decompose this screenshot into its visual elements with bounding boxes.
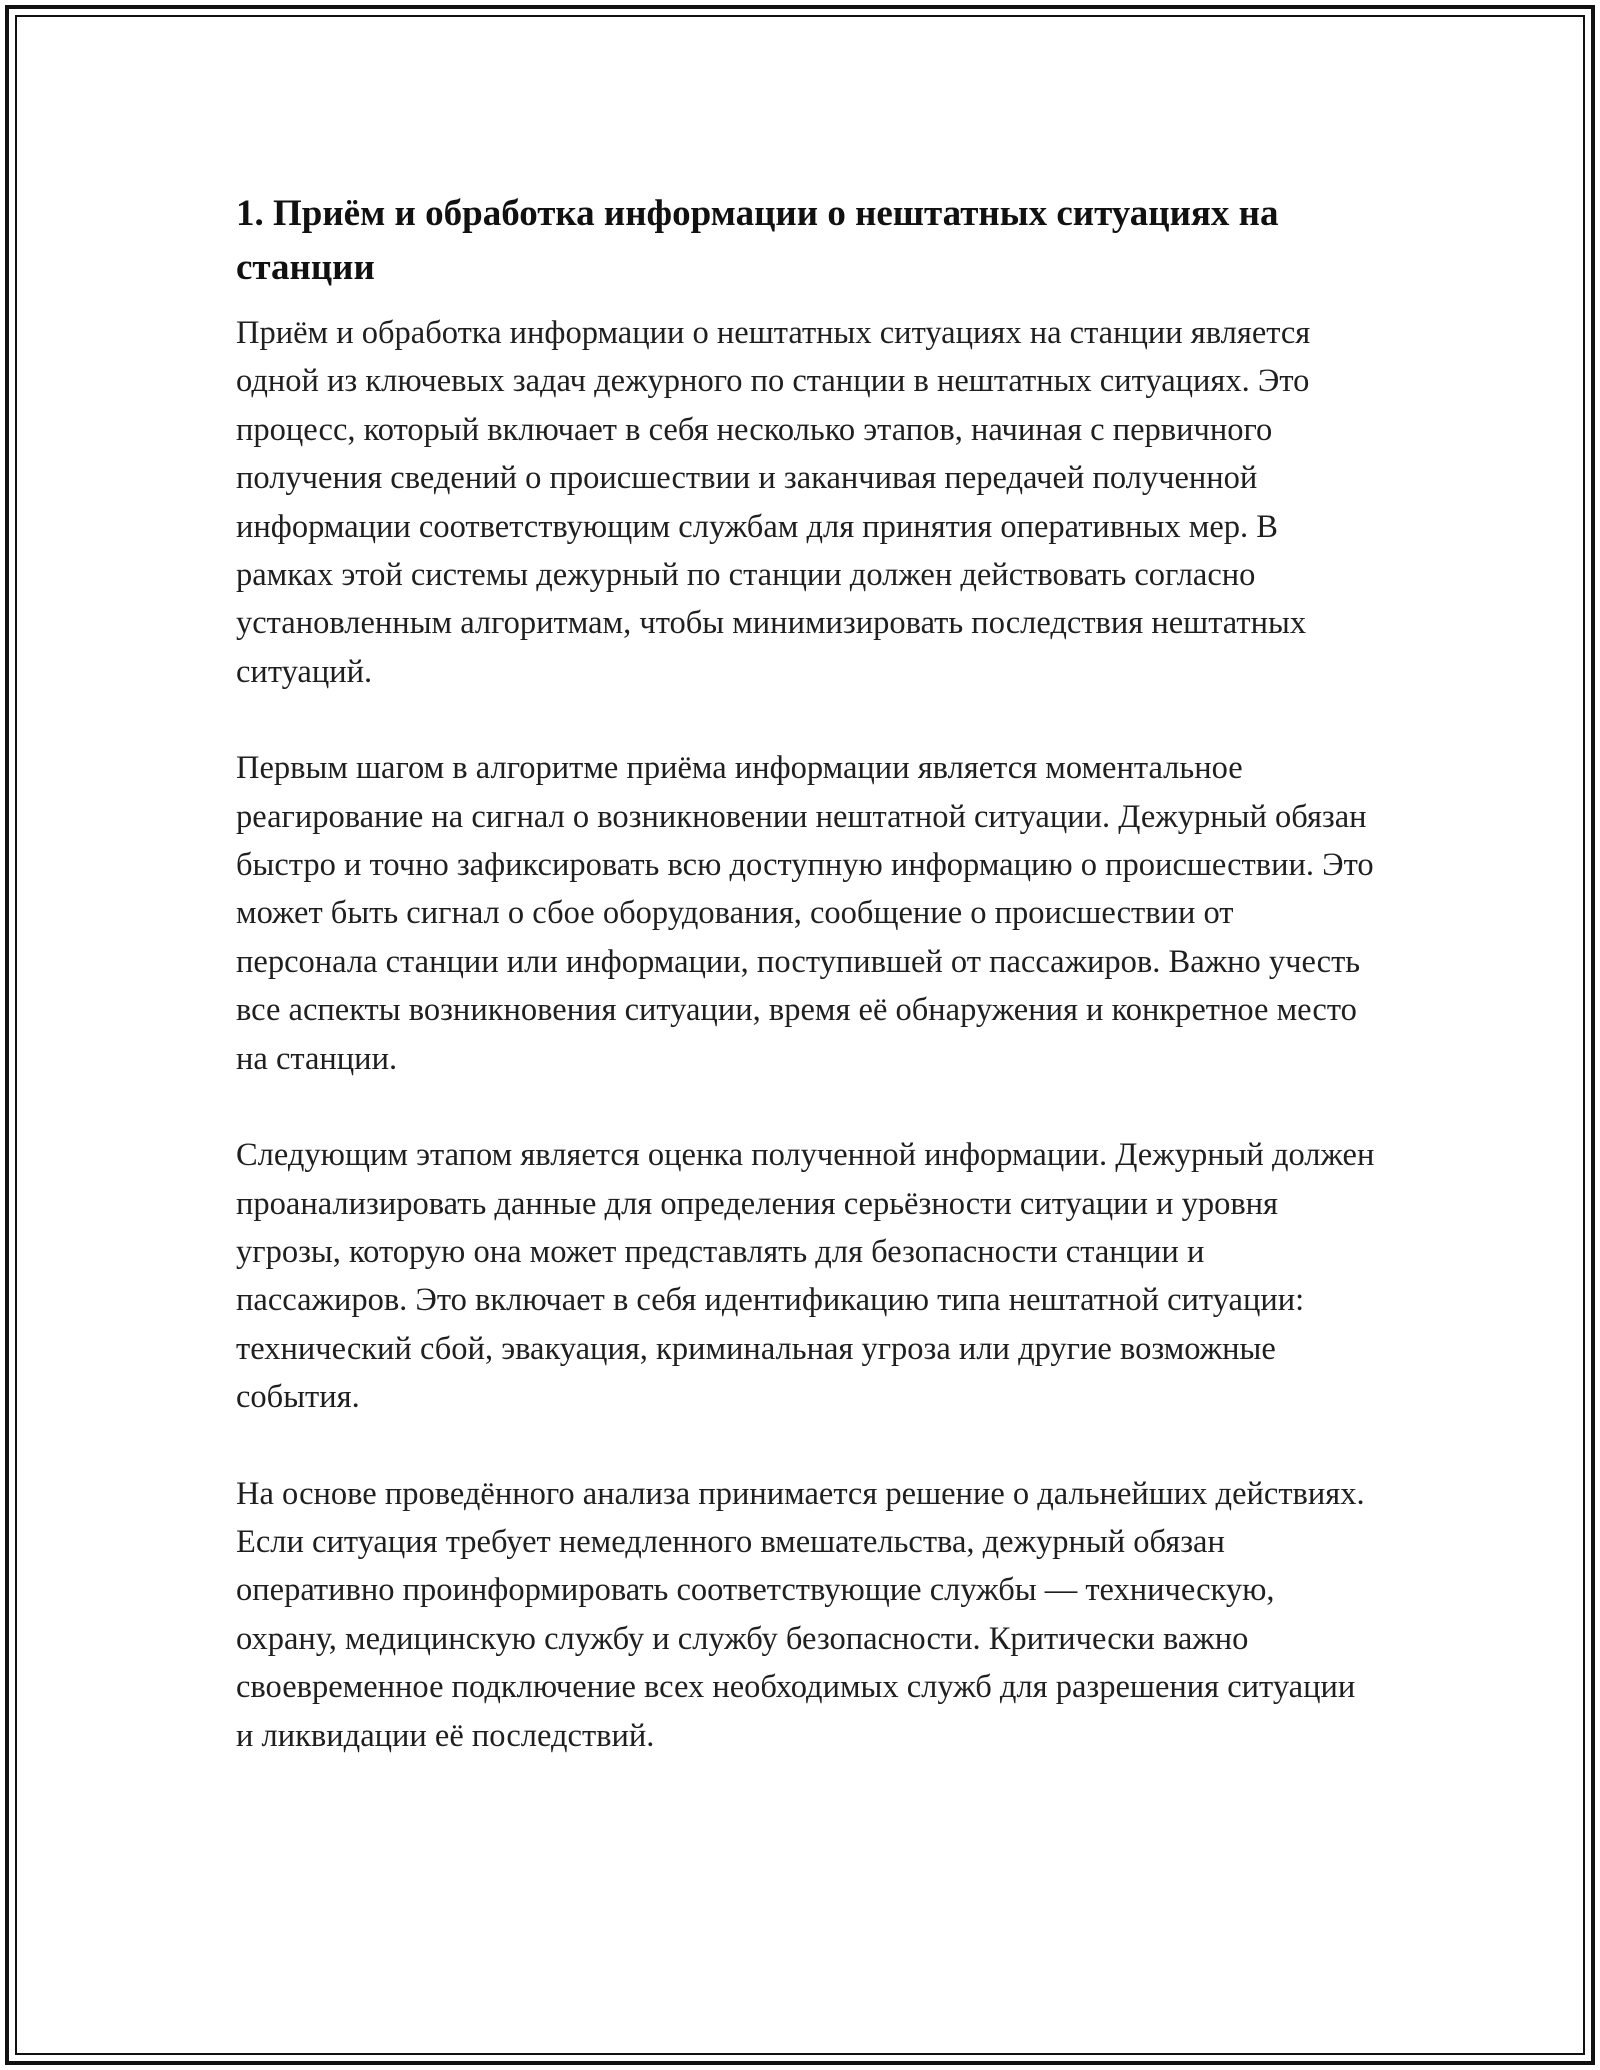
paragraph-1: Приём и обработка информации о нештатных ситуациях на станции является одной из ключевых задач дежурного по станции в нештатных ситуациях. Это процесс, который включает в себя несколько этапов, начиная с первичного получения сведений о происшествии и заканчивая передачей полученной информации соответствующим службам для принятия оперативных мер. В рамках этой системы дежурный по станции должен действовать согласно установленным алгоритмам, чтобы минимизировать последствия нештатных ситуаций. <box>236 315 1311 690</box>
section-title: 1. Приём и обработка информации о нештатных ситуациях на станции <box>236 193 1279 288</box>
paragraph-2: Первым шагом в алгоритме приёма информации является моментальное реагирование на сигнал о возникновении нештатной ситуации. Дежурный обязан быстро и точно зафиксировать всю доступную информацию о происшествии. Это может быть сигнал о сбое оборудования, сообщение о происшествии от персонала станции или информации, поступившей от пассажиров. Важно учесть все аспекты возникновения ситуации, время её обнаружения и конкретное место на станции. <box>236 750 1374 1077</box>
paragraph-3: Следующим этапом является оценка полученной информации. Дежурный должен проанализировать данные для определения серьёзности ситуации и уровня угрозы, которую она может представлять для безопасности станции и пассажиров. Это включает в себя идентификацию типа нештатной ситуации: технический сбой, эвакуация, криминальная угроза или другие возможные события. <box>236 1137 1375 1416</box>
paragraph-4: На основе проведённого анализа принимается решение о дальнейших действиях. Если ситуация требует немедленного вмешательства, дежурный обязан оперативно проинформировать соответствующие службы — техническую, охрану, медицинскую службу и службу безопасности. Критически важно своевременное подключение всех необходимых служб для разрешения ситуации и ликвидации её последствий. <box>236 1475 1365 1754</box>
document-body <box>236 187 1376 1808</box>
